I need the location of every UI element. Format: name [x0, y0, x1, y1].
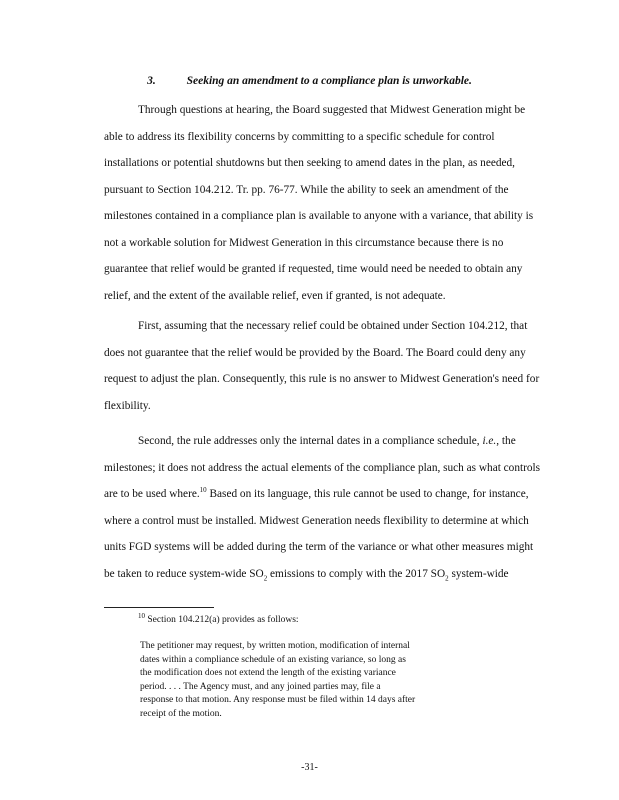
paragraph-1 — [104, 97, 534, 309]
text-line: where a control must be installed. Midwest Generation needs flexibility to determine at which — [104, 514, 529, 527]
footnote — [104, 613, 524, 627]
italic-ie: i.e. — [482, 435, 497, 447]
quote-line: response to that motion. Any response must be filed within 14 days after — [140, 695, 416, 705]
text-line: flexibility. — [104, 399, 151, 412]
text-line: Through questions at hearing, the Board suggested that Midwest Generation might be — [138, 104, 526, 116]
text-line: First, assuming that the necessary relief could be obtained under Section 104.212, that — [138, 320, 528, 332]
text-line: units FGD systems will be added during the term of the variance or what other measures might — [104, 541, 534, 553]
footnote-divider — [104, 607, 214, 608]
footnote-number: 10 — [138, 611, 145, 620]
quote-line: receipt of the motion. — [140, 708, 222, 719]
text-line — [104, 428, 524, 455]
paragraph-2 — [104, 313, 540, 419]
text-run: be taken to reduce system-wide SO — [104, 567, 264, 580]
text-line: does not guarantee that the relief would be provided by the Board. The Board could deny any — [104, 346, 526, 359]
footnote-quote — [140, 640, 470, 721]
section-heading — [0, 75, 619, 87]
quote-line: the modification does not extend the length of the existing variance — [140, 668, 396, 678]
footnote-intro — [104, 613, 524, 627]
text-run: , the — [496, 435, 516, 447]
text-run: Based on its language, this rule cannot be used to change, for instance, — [206, 488, 529, 500]
text-line — [104, 481, 529, 508]
page-number: -31- — [301, 762, 318, 773]
quote-line: period. . . . The Agency must, and any joined parties may, file a — [140, 681, 381, 692]
footnote-intro-text: Section 104.212(a) provides as follows: — [145, 615, 299, 625]
footnote-ref[interactable]: 10 — [199, 486, 207, 495]
quote-line: dates within a compliance schedule of an existing variance, so long as — [140, 654, 406, 665]
text-run: Second, the rule addresses only the internal dates in a compliance schedule, — [138, 435, 483, 447]
text-run: system-wide — [448, 567, 509, 580]
text-line: not a workable solution for Midwest Generation in this circumstance because there is no — [104, 236, 504, 249]
paragraph-3 — [104, 428, 541, 587]
text-line: installations or potential shutdowns but then seeking to amend dates in the plan, as needed, — [104, 157, 515, 169]
text-run: emissions to comply with the 2017 SO — [267, 567, 446, 580]
text-line: request to adjust the plan. Consequently, this rule is no answer to Midwest Generation's need for — [104, 373, 540, 385]
text-line: guarantee that relief would be granted if requested, time would need be needed to obtain any — [104, 263, 523, 275]
section-title: Seeking an amendment to a compliance plan is unworkable. — [186, 75, 472, 87]
text-line — [104, 561, 524, 588]
text-line: pursuant to Section 104.212. Tr. pp. 76-77. While the ability to seek an amendment of the — [104, 183, 509, 196]
text-line: able to address its flexibility concerns by committing to a specific schedule for control — [104, 130, 495, 143]
text-line: milestones contained in a compliance plan is available to anyone with a variance, that ability is — [104, 210, 534, 222]
section-number: 3. — [147, 75, 156, 87]
quote-line: The petitioner may request, by written motion, modification of internal — [140, 641, 410, 651]
subscript: 2 — [263, 573, 268, 582]
text-line: milestones; it does not address the actual elements of the compliance plan, such as what controls — [104, 461, 541, 474]
text-line: relief, and the extent of the available relief, even if granted, is not adequate. — [104, 289, 446, 302]
subscript: 2 — [445, 573, 449, 582]
text-run: are to be used where. — [104, 488, 200, 500]
